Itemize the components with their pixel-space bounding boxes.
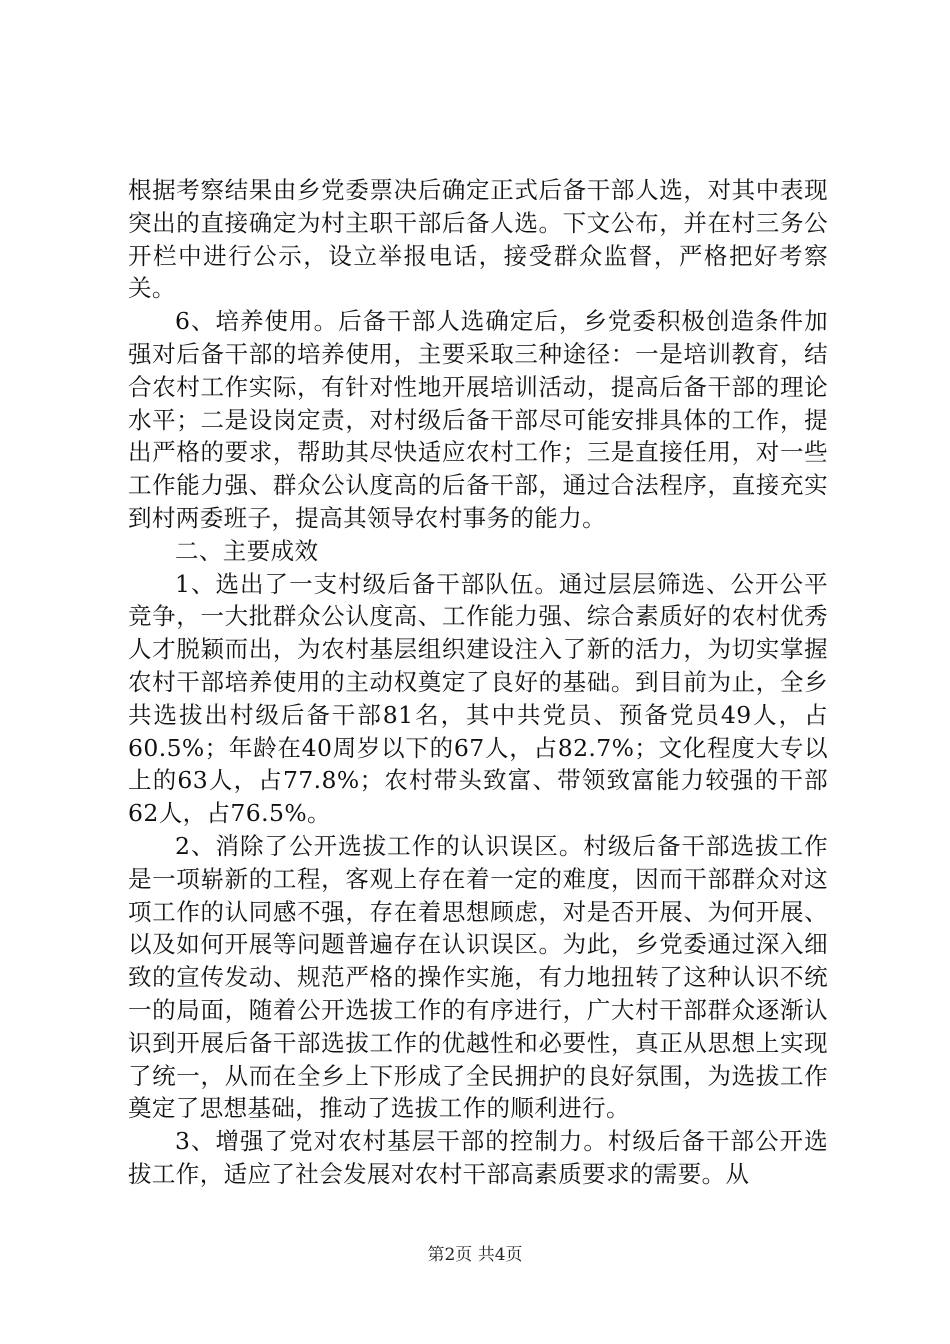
document-body (128, 174, 828, 1191)
paragraph-result-2: 2、消除了公开选拔工作的认识误区。村级后备干部选拔工作是一项崭新的工程，客观上存在着一定的难度，因而干部群众对这项工作的认同感不强，存在着思想顾虑，对是否开展、为何开展、以及如何开展等问题普遍存在认识误区。为此，乡党委通过深入细致的宣传发动、规范严格的操作实施，有力地扭转了这种认识不统一的局面，随着公开选拔工作的有序进行，广大村干部群众逐渐认识到开展后备干部选拔工作的优越性和必要性，真正从思想上实现了统一，从而在全乡上下形成了全民拥护的良好氛围，为选拔工作奠定了思想基础，推动了选拔工作的顺利进行。 (128, 831, 828, 1123)
paragraph-candidate-confirmation: 根据考察结果由乡党委票决后确定正式后备干部人选，对其中表现突出的直接确定为村主职干部后备人选。下文公布，并在村三务公开栏中进行公示，设立举报电话，接受群众监督，严格把好考察关。 (128, 176, 828, 303)
paragraph-result-3: 3、增强了党对农村基层干部的控制力。村级后备干部公开选拔工作，适应了社会发展对农村干部高素质要求的需要。从 (128, 1127, 828, 1188)
page-footer (0, 1244, 950, 1266)
paragraph-result-1: 1、选出了一支村级后备干部队伍。通过层层筛选、公开公平竞争，一大批群众公认度高、工作能力强、综合素质好的农村优秀人才脱颖而出，为农村基层组织建设注入了新的活力，为切实掌握农村干部培养使用的主动权奠定了良好的基础。到目前为止，全乡共选拔出村级后备干部81名，其中共党员、预备党员49人，占60.5%；年龄在40周岁以下的67人，占82.7%；文化程度大专以上的63人，占77.8%；农村带头致富、带领致富能力较强的干部62人，占76.5%。 (128, 569, 828, 828)
section-heading-main-results: 二、主要成效 (175, 536, 319, 565)
page-number-label: 第2页 共4页 (427, 1245, 523, 1265)
paragraph-training-and-use: 6、培养使用。后备干部人选确定后，乡党委积极创造条件加强对后备干部的培养使用，主要采取三种途径：一是培训教育，结合农村工作实际，有针对性地开展培训活动，提高后备干部的理论水平；二是设岗定责，对村级后备干部尽可能安排具体的工作，提出严格的要求，帮助其尽快适应农村工作；三是直接任用，对一些工作能力强、群众公认度高的后备干部，通过合法程序，直接充实到村两委班子，提高其领导农村事务的能力。 (128, 307, 828, 532)
